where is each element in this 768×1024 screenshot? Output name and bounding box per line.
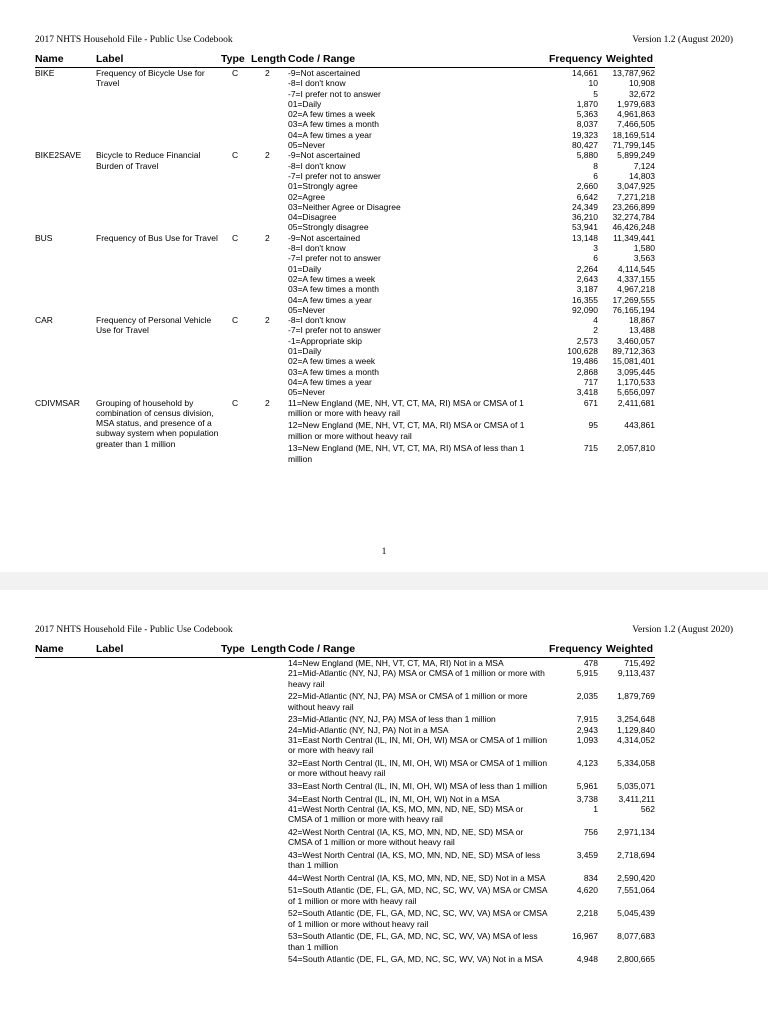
weighted-value: 4,967,218 [617,284,655,295]
code-row [288,794,655,804]
frequency-value: 4,123 [576,757,598,768]
frequency-value: 4,948 [576,954,598,965]
code-value: -1=Appropriate skip [288,335,362,346]
code-row [288,243,655,253]
code-value: 33=East North Central (IL, IN, MI, OH, WI) MSA of less than 1 million [288,780,548,791]
code-value: 01=Daily [288,98,322,109]
frequency-value: 1 [593,803,598,814]
column-code-range: Code / Range [288,643,356,655]
frequency-value: 2 [593,325,598,336]
code-value: 03=A few times a month [288,366,379,377]
frequency-value: 16,967 [572,931,598,942]
code-row [288,171,655,181]
code-row [288,758,655,779]
code-list [288,315,655,397]
weighted-value: 1,129,840 [617,724,655,735]
code-row [288,315,655,325]
frequency-value: 3,418 [576,387,598,398]
column-frequency: Frequency [549,643,603,655]
column-name: Name [35,53,64,65]
weighted-value: 1,580 [633,243,655,254]
column-frequency: Frequency [549,53,603,65]
frequency-value: 2,218 [576,908,598,919]
frequency-value: 717 [583,376,598,387]
weighted-value: 2,411,681 [617,397,655,408]
column-type: Type [221,643,245,655]
column-length: Length [251,643,286,655]
code-value: 32=East North Central (IL, IN, MI, OH, WI) MSA or CMSA of 1 million or more without heavy rail [288,757,548,779]
code-value: 03=A few times a month [288,284,379,295]
weighted-value: 5,334,058 [617,757,655,768]
weighted-value: 443,861 [624,420,655,431]
frequency-value: 671 [583,397,598,408]
code-row [288,725,655,735]
weighted-value: 7,466,505 [617,119,655,130]
frequency-value: 14,661 [572,68,598,78]
document-title: 2017 NHTS Household File - Public Use Codebook [35,35,233,45]
document-version: Version 1.2 (August 2020) [632,35,733,45]
weighted-value: 4,114,545 [617,263,655,274]
frequency-value: 2,264 [576,263,598,274]
weighted-value: 14,803 [629,170,655,181]
frequency-value: 4,620 [576,885,598,896]
frequency-value: 2,868 [576,366,598,377]
code-row [288,78,655,88]
code-row [288,284,655,294]
variable-name: BIKE2SAVE [35,150,82,161]
code-row [288,233,655,243]
code-value: 01=Daily [288,263,322,274]
frequency-value: 95 [588,420,598,431]
weighted-value: 4,314,052 [617,734,655,745]
weighted-value: 2,971,134 [617,826,655,837]
column-code-range: Code / Range [288,53,356,65]
code-row [288,827,655,848]
weighted-value: 7,551,064 [617,885,655,896]
variable-name: CAR [35,315,53,326]
variable-list [35,68,655,466]
code-value: -7=I prefer not to answer [288,88,381,99]
weighted-value: 2,057,810 [617,443,655,454]
weighted-value: 715,492 [624,658,655,668]
frequency-value: 3,459 [576,849,598,860]
code-value: 14=New England (ME, NH, VT, CT, MA, RI) Not in a MSA [288,658,504,668]
variable-type: C [232,232,239,243]
code-list [288,398,655,465]
code-row [288,89,655,99]
variable-label: Frequency of Bus Use for Travel [96,232,218,243]
weighted-value: 2,718,694 [617,849,655,860]
weighted-value: 18,867 [629,315,655,326]
page-number: 1 [381,547,387,557]
variable-list [35,658,655,967]
frequency-value: 756 [583,826,598,837]
code-row [288,781,655,791]
weighted-value: 2,590,420 [617,872,655,883]
code-row [288,346,655,356]
weighted-value: 76,165,194 [612,304,655,315]
code-value: 05=Never [288,304,326,315]
column-header-row [35,53,655,68]
weighted-value: 17,269,555 [612,294,655,305]
page-gap [0,572,768,590]
weighted-value: 13,787,962 [612,68,655,78]
frequency-value: 5,880 [576,150,598,161]
variable-length: 2 [265,68,270,78]
frequency-value: 16,355 [572,294,598,305]
weighted-value: 9,113,437 [617,668,655,679]
code-row [288,325,655,335]
frequency-value: 2,573 [576,335,598,346]
weighted-value: 2,800,665 [617,954,655,965]
weighted-value: 13,488 [629,325,655,336]
column-label: Label [96,643,124,655]
weighted-value: 5,045,439 [617,908,655,919]
weighted-value: 3,460,057 [617,335,655,346]
frequency-value: 5,363 [576,109,598,120]
codebook-page-2 [0,590,768,1024]
variable-type: C [232,68,239,78]
code-value: -8=I don't know [288,78,346,89]
column-weighted: Weighted [606,643,654,655]
frequency-value: 6 [593,253,598,264]
variable-name: BIKE [35,68,55,78]
variable-block [35,233,655,315]
code-row [288,264,655,274]
code-value: 13=New England (ME, NH, VT, CT, MA, RI) MSA of less than 1 million [288,443,525,464]
variable-label: Frequency of Personal Vehicle Use for Travel [96,315,212,336]
weighted-value: 3,047,925 [617,181,655,192]
code-value: -9=Not ascertained [288,68,361,78]
code-value: 05=Never [288,387,326,398]
weighted-value: 23,266,899 [612,201,655,212]
code-row [288,714,655,724]
weighted-value: 562 [640,803,655,814]
code-row [288,140,655,150]
code-value: 51=South Atlantic (DE, FL, GA, MD, NC, SC, WV, VA) MSA or CMSA of 1 million or more with heavy rail [288,885,548,906]
code-row [288,305,655,315]
code-value: 02=Agree [288,191,326,202]
weighted-value: 3,411,211 [618,793,655,804]
code-value: -7=I prefer not to answer [288,325,381,336]
weighted-value: 3,563 [633,253,655,264]
frequency-value: 2,943 [576,724,598,735]
code-value: 22=Mid-Atlantic (NY, NJ, PA) MSA or CMSA of 1 million or more without heavy rail [288,691,528,712]
document-version: Version 1.2 (August 2020) [632,625,733,635]
code-row [288,202,655,212]
code-value: 31=East North Central (IL, IN, MI, OH, WI) MSA or CMSA of 1 million or more with heavy rail [288,734,548,756]
weighted-value: 1,979,683 [617,98,655,109]
frequency-value: 24,349 [572,201,598,212]
code-row [288,908,655,929]
variable-type: C [232,397,239,408]
code-row [288,443,655,464]
variable-type: C [232,315,239,326]
variable-length: 2 [265,150,270,161]
weighted-value: 32,274,784 [612,212,655,223]
code-value: 42=West North Central (IA, KS, MO, MN, ND, NE, SD) MSA or CMSA of 1 million or more without heavy rail [288,826,524,848]
code-value: 52=South Atlantic (DE, FL, GA, MD, NC, SC, WV, VA) MSA or CMSA of 1 million or more without heavy rail [288,908,548,929]
weighted-value: 4,961,863 [617,109,655,120]
frequency-value: 3 [593,243,598,254]
weighted-value: 89,712,363 [612,346,655,357]
frequency-value: 1,093 [576,734,598,745]
frequency-value: 13,148 [572,232,598,243]
frequency-value: 3,738 [576,793,598,804]
code-row [288,735,655,756]
code-row [288,658,655,668]
document-title: 2017 NHTS Household File - Public Use Codebook [35,625,233,635]
code-row [288,192,655,202]
variable-block [35,398,655,465]
code-value: -7=I prefer not to answer [288,253,381,264]
variable-type: C [232,150,239,161]
code-list [288,68,655,150]
code-row [288,420,655,441]
variable-block [35,150,655,232]
code-value: -8=I don't know [288,243,346,254]
column-type: Type [221,53,245,65]
column-length: Length [251,53,286,65]
frequency-value: 6 [593,170,598,181]
code-value: 54=South Atlantic (DE, FL, GA, MD, NC, SC, WV, VA) Not in a MSA [288,954,543,965]
code-value: 23=Mid-Atlantic (NY, NJ, PA) MSA of less than 1 million [288,714,496,725]
weighted-value: 1,170,533 [617,376,655,387]
code-row [288,367,655,377]
weighted-value: 71,799,145 [612,140,655,151]
code-list [288,658,655,965]
frequency-value: 715 [583,443,598,454]
weighted-value: 7,124 [633,160,655,171]
code-value: 53=South Atlantic (DE, FL, GA, MD, NC, SC, WV, VA) MSA of less than 1 million [288,931,538,952]
frequency-value: 834 [583,872,598,883]
code-row [288,68,655,78]
code-row [288,804,655,825]
code-value: 01=Strongly agree [288,181,358,192]
code-list [288,233,655,315]
page-header [35,35,733,49]
code-value: 02=A few times a week [288,356,376,367]
column-name: Name [35,643,64,655]
code-value: 41=West North Central (IA, KS, MO, MN, ND, NE, SD) MSA or CMSA of 1 million or more with heavy rail [288,803,524,825]
variable-block [35,68,655,150]
code-value: -9=Not ascertained [288,232,361,243]
code-row [288,873,655,883]
code-value: 24=Mid-Atlantic (NY, NJ, PA) Not in a MSA [288,724,449,735]
weighted-value: 3,254,648 [617,714,655,725]
weighted-value: 4,337,155 [617,273,655,284]
code-row [288,181,655,191]
frequency-value: 19,323 [572,129,598,140]
column-weighted: Weighted [606,53,654,65]
variable-label: Grouping of household by combination of census division, MSA status, and presence of a subway system when population greater than 1 million [96,397,219,449]
frequency-value: 53,941 [572,222,598,233]
code-value: 04=Disagree [288,212,337,223]
code-value: 01=Daily [288,346,322,357]
frequency-value: 2,660 [576,181,598,192]
frequency-value: 3,187 [576,284,598,295]
code-row [288,150,655,160]
frequency-value: 8,037 [576,119,598,130]
code-value: 04=A few times a year [288,129,372,140]
frequency-value: 36,210 [572,212,598,223]
variable-length: 2 [265,315,270,326]
frequency-value: 5,915 [576,668,598,679]
frequency-value: 80,427 [572,140,598,151]
weighted-value: 5,656,097 [617,387,655,398]
column-label: Label [96,53,124,65]
code-row [288,130,655,140]
frequency-value: 4 [593,315,598,326]
weighted-value: 32,672 [629,88,655,99]
code-row [288,336,655,346]
code-value: 11=New England (ME, NH, VT, CT, MA, RI) MSA or CMSA of 1 million or more with heavy rail [288,397,524,418]
frequency-value: 1,870 [576,98,598,109]
column-header-row [35,643,655,658]
frequency-value: 2,035 [576,691,598,702]
code-value: 02=A few times a week [288,273,376,284]
frequency-value: 5,961 [576,780,598,791]
code-value: 04=A few times a year [288,294,372,305]
code-row [288,850,655,871]
code-row [288,387,655,397]
code-row [288,99,655,109]
variable-name: CDIVMSAR [35,397,80,408]
variable-label: Frequency of Bicycle Use for Travel [96,68,205,89]
weighted-value: 10,908 [629,78,655,89]
code-row [288,398,655,419]
frequency-value: 5 [593,88,598,99]
code-value: 05=Never [288,140,326,151]
code-row [288,954,655,964]
code-row [288,885,655,906]
frequency-value: 7,915 [576,714,598,725]
weighted-value: 7,271,218 [617,191,655,202]
code-value: -9=Not ascertained [288,150,361,161]
frequency-value: 6,642 [576,191,598,202]
code-value: -7=I prefer not to answer [288,170,381,181]
code-value: 02=A few times a week [288,109,376,120]
frequency-value: 478 [583,658,598,668]
code-row [288,356,655,366]
code-row [288,931,655,952]
code-row [288,212,655,222]
frequency-value: 8 [593,160,598,171]
variable-label: Bicycle to Reduce Financial Burden of Travel [96,150,201,171]
weighted-value: 15,081,401 [612,356,655,367]
code-value: 43=West North Central (IA, KS, MO, MN, ND, NE, SD) MSA of less than 1 million [288,849,541,871]
code-row [288,274,655,284]
code-row [288,119,655,129]
code-row [288,668,655,689]
weighted-value: 5,899,249 [617,150,655,161]
code-value: 44=West North Central (IA, KS, MO, MN, ND, NE, SD) Not in a MSA [288,872,546,883]
frequency-value: 10 [588,78,598,89]
frequency-value: 92,090 [572,304,598,315]
variable-length: 2 [265,232,270,243]
code-value: 12=New England (ME, NH, VT, CT, MA, RI) MSA or CMSA of 1 million or more without heavy rail [288,420,525,441]
code-list [288,150,655,232]
weighted-value: 1,879,769 [617,691,655,702]
frequency-value: 2,643 [576,273,598,284]
code-row [288,295,655,305]
code-value: -8=I don't know [288,315,346,326]
code-row [288,222,655,232]
variable-length: 2 [265,397,270,408]
code-value: 04=A few times a year [288,376,372,387]
code-row [288,691,655,712]
weighted-value: 18,169,514 [612,129,655,140]
frequency-value: 19,486 [572,356,598,367]
variable-block [35,315,655,397]
weighted-value: 11,349,441 [613,232,655,243]
code-value: -8=I don't know [288,160,346,171]
page-header [35,625,733,639]
code-row [288,377,655,387]
code-value: 21=Mid-Atlantic (NY, NJ, PA) MSA or CMSA of 1 million or more with heavy rail [288,668,545,689]
code-row [288,109,655,119]
code-value: 03=A few times a month [288,119,379,130]
frequency-value: 100,628 [567,346,598,357]
weighted-value: 8,077,683 [617,931,655,942]
code-value: 03=Neither Agree or Disagree [288,201,401,212]
code-value: 34=East North Central (IL, IN, MI, OH, WI) Not in a MSA [288,793,500,804]
variable-name: BUS [35,232,53,243]
weighted-value: 46,426,248 [612,222,655,233]
weighted-value: 3,095,445 [617,366,655,377]
code-row [288,161,655,171]
code-value: 05=Strongly disagree [288,222,369,233]
code-row [288,253,655,263]
weighted-value: 5,035,071 [617,780,655,791]
